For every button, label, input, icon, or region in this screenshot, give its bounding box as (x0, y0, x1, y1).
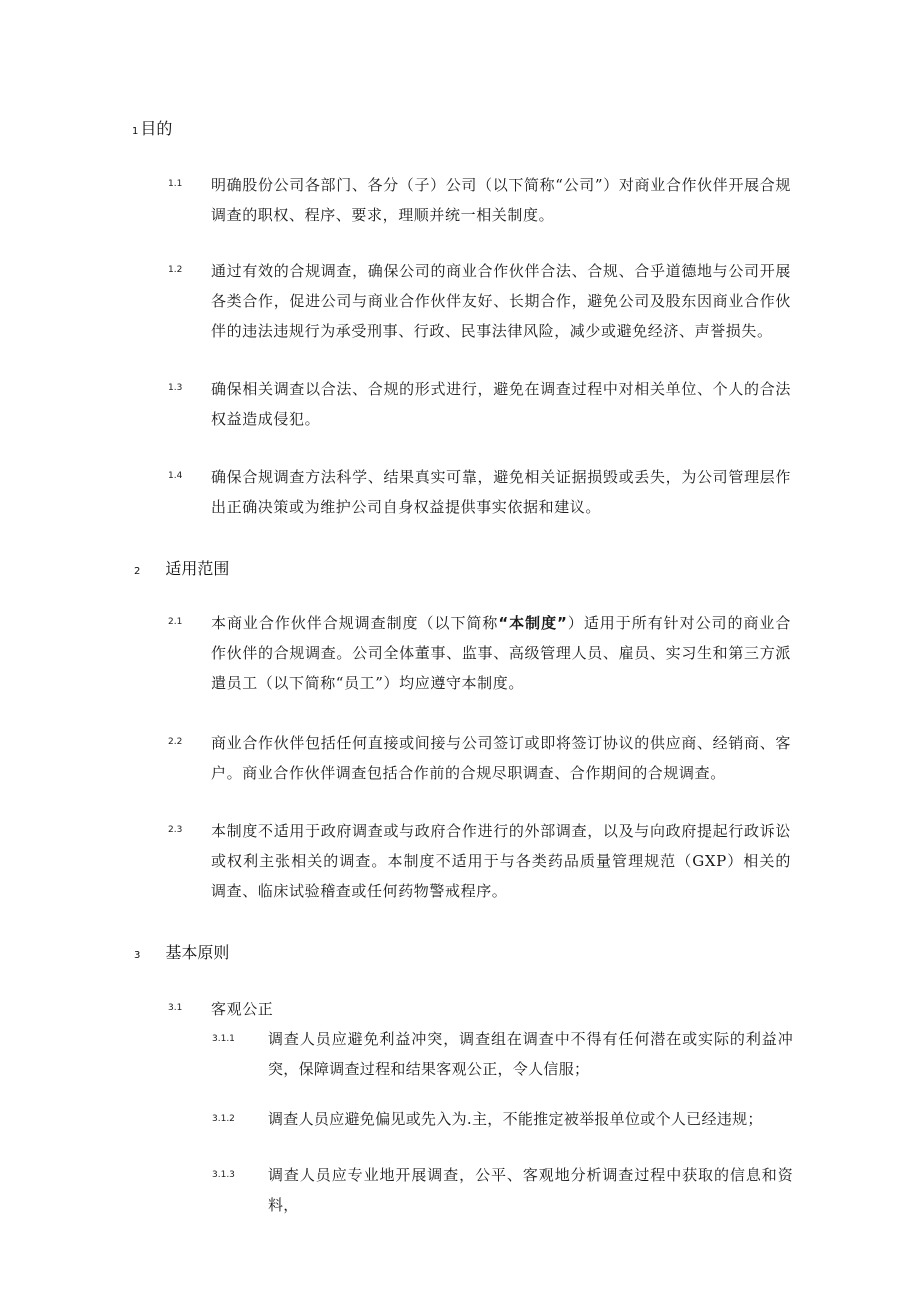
clause-text: 通过有效的合规调查，确保公司的商业合作伙伴合法、合规、合乎道德地与公司开展各类合作，促进公司与商业合作伙伴友好、长期合作，避免公司及股东因商业合作伙伴的违法违规行为承受刑事、行政、民事法律风险，减少或避免经济、声誉损失。 (211, 262, 791, 340)
clause-number: 2.3 (168, 825, 183, 835)
clause-number: 1.1 (168, 179, 183, 189)
clause-text-part: ）适用于所有针对公司的商业合作伙伴的合规调查。公司全体董事、监事、高级管理人员、雇员、实习生和第三方派遣员工（以下简称“员工”）均应遵守本制度。 (211, 614, 791, 692)
clause-number: 2.1 (168, 617, 183, 627)
clause-text: 确保相关调查以合法、合规的形式进行，避免在调查过程中对相关单位、个人的合法权益造成侵犯。 (211, 380, 791, 428)
clause-3-1-1 (212, 1024, 793, 1084)
clause-number: 3.1.1 (212, 1034, 235, 1044)
section-number: 1 (132, 126, 139, 137)
clause-text: 商业合作伙伴包括任何直接或间接与公司签订或即将签订协议的供应商、经销商、客户。商业合作伙伴调查包括合作前的合规尽职调查、合作期间的合规调查。 (211, 734, 791, 782)
clause-text: 确保合规调查方法科学、结果真实可靠，避免相关证据损毁或丢失，为公司管理层作出正确决策或为维护公司自身权益提供事实依据和建议。 (211, 468, 791, 516)
clause-number: 2.2 (168, 737, 183, 747)
clause-number: 1.2 (168, 265, 183, 275)
clause-2-2 (168, 728, 791, 788)
clause-number: 1.3 (168, 383, 183, 393)
section-3-heading (134, 940, 229, 963)
clause-text (211, 608, 791, 698)
clause-number: 3.1.3 (212, 1170, 235, 1180)
clause-1-4 (168, 462, 791, 522)
section-title: 基本原则 (165, 943, 230, 962)
clause-1-1 (168, 170, 791, 230)
clause-number: 3.1 (168, 1003, 183, 1013)
section-number: 3 (134, 950, 141, 961)
clause-text-part: 本商业合作伙伴合规调查制度（以下简称 (211, 614, 499, 632)
section-number: 2 (134, 566, 141, 577)
subsection-title: 客观公正 (211, 1000, 274, 1018)
subsection-3-1-heading (168, 994, 411, 1024)
section-2-heading (134, 556, 229, 579)
clause-text: 明确股份公司各部门、各分（子）公司（以下简称“公司”）对商业合作伙伴开展合规调查的职权、程序、要求，理顺并统一相关制度。 (211, 176, 791, 224)
clause-2-3 (168, 816, 791, 906)
clause-text: 调查人员应专业地开展调查，公平、客观地分析调查过程中获取的信息和资料， (268, 1166, 793, 1214)
section-title: 适用范围 (165, 559, 230, 578)
section-1-heading (132, 116, 172, 139)
clause-3-1-3 (212, 1160, 793, 1220)
defined-term: “本制度” (498, 614, 568, 632)
clause-number: 1.4 (168, 471, 183, 481)
clause-text: 本制度不适用于政府调查或与政府合作进行的外部调查，以及与向政府提起行政诉讼或权利主张相关的调查。本制度不适用于与各类药品质量管理规范（GXP）相关的调查、临床试验稽查或任何药物警戒程序。 (211, 822, 791, 900)
clause-1-2 (168, 256, 791, 346)
clause-text: 调查人员应避免偏见或先入为.主，不能推定被举报单位或个人已经违规； (268, 1110, 763, 1128)
section-title: 目的 (140, 119, 173, 138)
clause-text: 调查人员应避免利益冲突，调查组在调查中不得有任何潜在或实际的利益冲突，保障调查过程和结果客观公正，令人信服； (268, 1030, 793, 1078)
clause-2-1 (168, 608, 791, 698)
clause-3-1-2 (212, 1104, 793, 1134)
clause-1-3 (168, 374, 791, 434)
clause-number: 3.1.2 (212, 1114, 235, 1124)
